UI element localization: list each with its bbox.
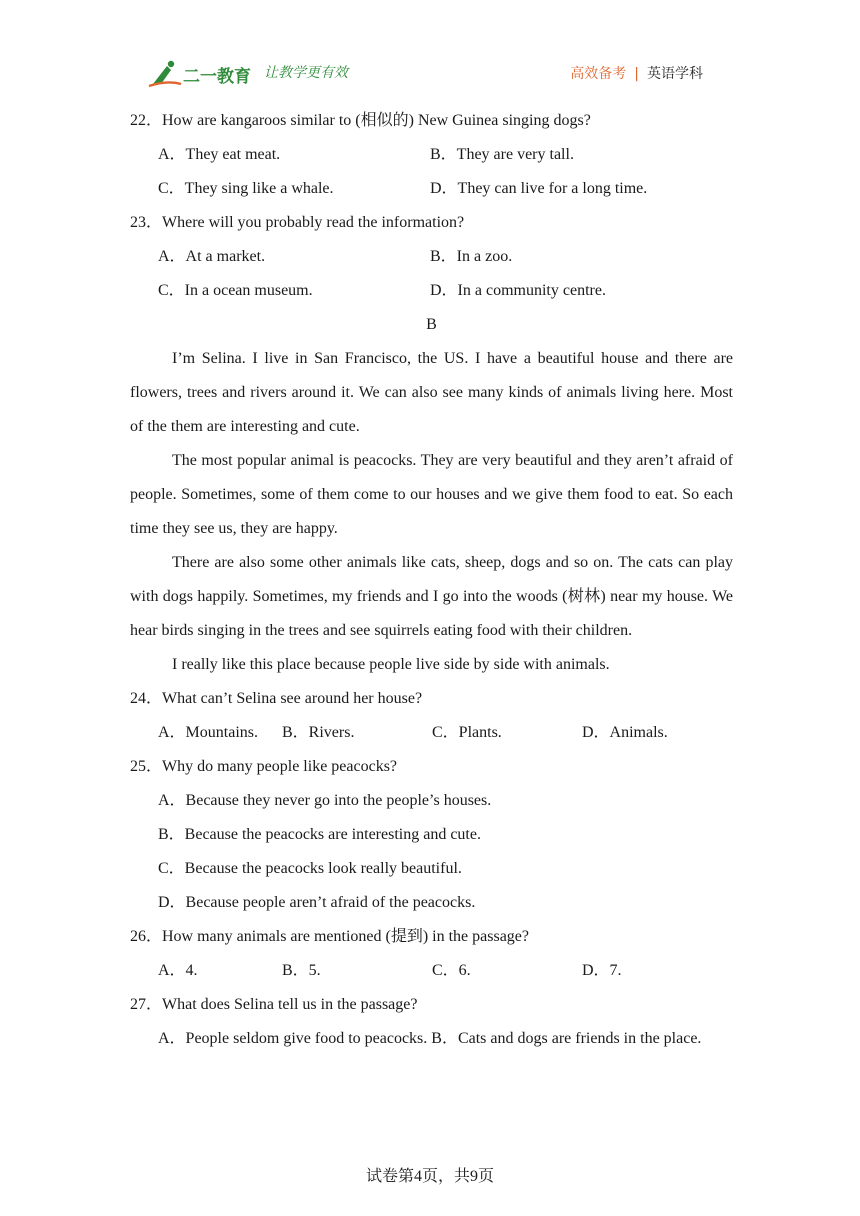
option-26-d: D．7. xyxy=(582,962,622,979)
options-22-row2 xyxy=(130,172,733,206)
question-26: 26．How many animals are mentioned (提到) in the passage? xyxy=(130,928,530,945)
section-heading: B xyxy=(426,316,437,333)
tag-separator: | xyxy=(634,66,639,82)
question-22: 22．How are kangaroos similar to (相似的) New Guinea singing dogs? xyxy=(130,112,591,129)
options-27-ab: A．People seldom give food to peacocks. B．Cats and dogs are friends in the place. xyxy=(158,1030,702,1047)
page-footer: 试卷第4页，共9页 xyxy=(365,1168,494,1185)
option-23-d: D．In a community centre. xyxy=(430,282,606,299)
options-22-row1 xyxy=(130,138,733,172)
option-26-b: B．5. xyxy=(282,962,321,979)
options-23-row1 xyxy=(130,240,733,274)
option-22-c: C．They sing like a whale. xyxy=(158,180,334,197)
option-25-d: D．Because people aren’t afraid of the peacocks. xyxy=(158,894,476,911)
passage-paragraph-2: The most popular animal is peacocks. They are very beautiful and they aren’t afraid of people. Sometimes, some of them come to our houses and we give them food to eat. So each time they see us, they are happy. xyxy=(130,452,733,537)
option-26-a: A．4. xyxy=(158,962,198,979)
page-header xyxy=(0,0,860,100)
passage-paragraph-4: I really like this place because people live side by side with animals. xyxy=(172,656,610,673)
slogan: 让教学更有效 xyxy=(264,65,348,81)
question-27: 27．What does Selina tell us in the passage? xyxy=(130,996,418,1013)
passage-paragraph-1: I’m Selina. I live in San Francisco, the US. I have a beautiful house and there are flowers, trees and rivers around it. We can also see many kinds of animals living here. Most of the them are interesting and cute. xyxy=(130,350,733,435)
option-24-a: A．Mountains. xyxy=(158,724,259,741)
option-24-c: C．Plants. xyxy=(432,724,502,741)
option-23-c: C．In a ocean museum. xyxy=(158,282,313,299)
question-23: 23．Where will you probably read the information? xyxy=(130,214,465,231)
option-22-d: D．They can live for a long time. xyxy=(430,180,648,197)
option-25-c: C．Because the peacocks look really beautiful. xyxy=(158,860,462,877)
option-24-d: D．Animals. xyxy=(582,724,668,741)
logo-text: 二一教育 xyxy=(183,67,251,87)
question-24: 24．What can’t Selina see around her house? xyxy=(130,690,423,707)
option-22-a: A．They eat meat. xyxy=(158,146,281,163)
header-tags xyxy=(570,63,703,83)
option-23-b: B．In a zoo. xyxy=(430,248,513,265)
exam-content xyxy=(130,104,733,1056)
options-24 xyxy=(130,716,733,750)
option-24-b: B．Rivers. xyxy=(282,724,355,741)
question-25: 25．Why do many people like peacocks? xyxy=(130,758,398,775)
passage-paragraph-3: There are also some other animals like cats, sheep, dogs and so on. The cats can play with dogs happily. Sometimes, my friends and I go into the woods (树林) near my house. We hear birds singing in the trees and see squirrels eating food with their children. xyxy=(130,554,733,639)
option-25-a: A．Because they never go into the people’s houses. xyxy=(158,792,492,809)
option-23-a: A．At a market. xyxy=(158,248,266,265)
options-26 xyxy=(130,954,733,988)
option-26-c: C．6. xyxy=(432,962,471,979)
tag-exam-prep: 高效备考 xyxy=(570,66,627,82)
options-23-row2 xyxy=(130,274,733,308)
option-22-b: B．They are very tall. xyxy=(430,146,574,163)
logo-icon xyxy=(147,58,257,90)
tag-subject: 英语学科 xyxy=(647,66,703,82)
option-25-b: B．Because the peacocks are interesting and cute. xyxy=(158,826,481,843)
